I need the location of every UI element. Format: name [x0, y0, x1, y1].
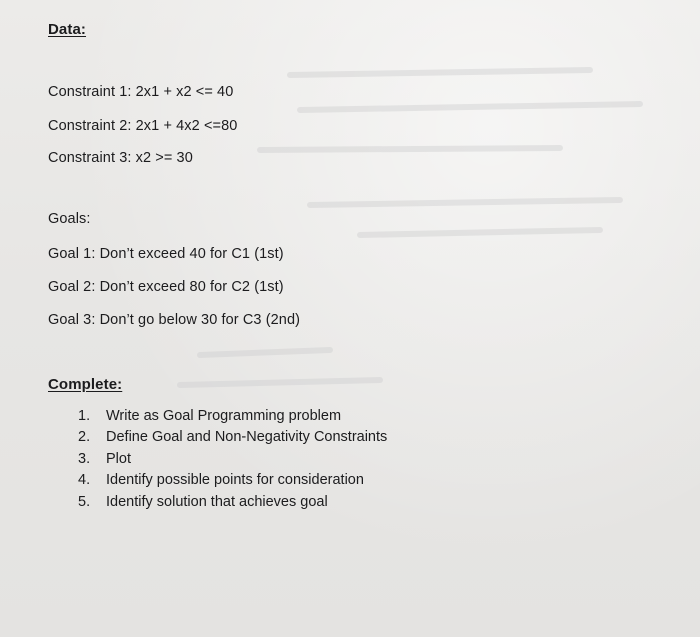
goal-1: Goal 1: Don’t exceed 40 for C1 (1st): [48, 246, 284, 262]
step-text: Write as Goal Programming problem: [106, 407, 342, 424]
goals-heading: Goals:: [48, 211, 91, 227]
constraint-2: Constraint 2: 2x1 + 4x2 <=80: [48, 118, 238, 134]
step-text: Plot: [106, 450, 131, 467]
step-number: 4.: [78, 472, 91, 489]
complete-heading: Complete:: [48, 376, 123, 393]
task-list: [78, 405, 387, 513]
step-text: Identify possible points for consideration: [106, 472, 364, 489]
list-item: [78, 491, 387, 513]
step-number: 2.: [78, 429, 91, 446]
constraint-3: Constraint 3: x2 >= 30: [48, 150, 193, 166]
data-heading: Data:: [48, 21, 87, 38]
step-number: 5.: [78, 493, 91, 510]
step-number: 1.: [78, 407, 91, 424]
goal-3: Goal 3: Don’t go below 30 for C3 (2nd): [48, 312, 301, 328]
list-item: [78, 470, 387, 492]
constraint-1: Constraint 1: 2x1 + x2 <= 40: [48, 84, 234, 100]
step-number: 3.: [78, 450, 91, 467]
goal-2: Goal 2: Don’t exceed 80 for C2 (1st): [48, 279, 284, 295]
step-text: Identify solution that achieves goal: [106, 493, 328, 510]
step-text: Define Goal and Non-Negativity Constraints: [106, 429, 388, 446]
list-item: [78, 448, 387, 470]
list-item: [78, 405, 387, 427]
list-item: [78, 427, 387, 449]
